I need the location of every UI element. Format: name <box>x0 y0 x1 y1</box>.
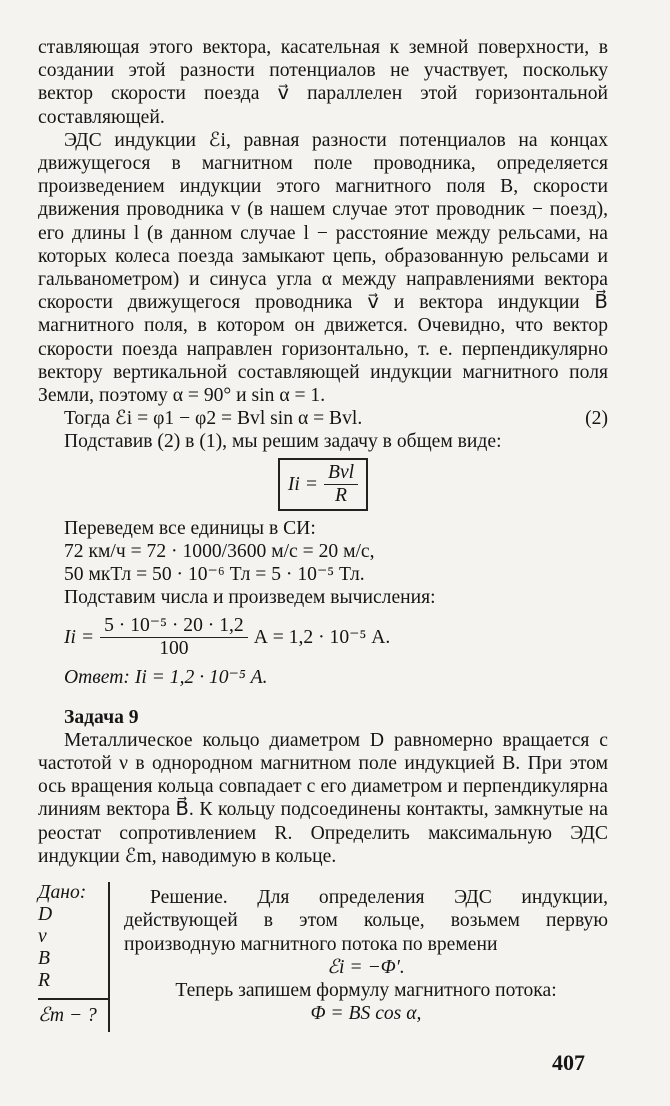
given-item: B <box>38 948 50 970</box>
solution-formula-2: Φ = BS cos α, <box>310 1003 422 1025</box>
calc-fraction <box>100 615 248 660</box>
substitute-line: Подставив (2) в (1), мы решим задачу в общем виде: <box>64 431 502 453</box>
solution-column <box>124 886 608 1025</box>
given-item: ν <box>38 926 47 948</box>
si-line: Подставим числа и произведем вычисления: <box>64 587 436 609</box>
given-column <box>38 882 110 1032</box>
si-conversion <box>38 517 608 610</box>
answer-line: Ответ: Ii = 1,2 · 10⁻⁵ А. <box>64 667 268 689</box>
task-heading: Задача 9 <box>64 706 139 728</box>
calculation <box>38 615 608 660</box>
boxed-formula-wrap <box>38 458 608 511</box>
boxed-formula <box>278 458 368 511</box>
paragraph-continuation: ставляющая этого вектора, касательная к земной поверхности, в создании этой разности потенциалов не участвует, поскольку вектор скорости поезда v⃗ параллелен этой горизонтальной составляющей. <box>38 37 608 128</box>
given-solution-block <box>38 882 608 1032</box>
calc-denominator: 100 <box>159 638 189 660</box>
boxed-denominator: R <box>335 484 348 506</box>
equation-2 <box>38 407 608 430</box>
equation-2-number: (2) <box>585 408 608 430</box>
solution-line-2: Теперь запишем формулу магнитного потока: <box>175 979 557 1001</box>
calc-rhs: А = 1,2 · 10⁻⁵ А. <box>253 627 391 649</box>
given-item: D <box>38 904 53 926</box>
given-title: Дано: <box>38 882 87 904</box>
page-number: 407 <box>552 1050 585 1075</box>
equation-2-text: Тогда ℰi = φ1 − φ2 = Bvl sin α = Bvl. <box>64 408 363 430</box>
calc-lhs: Ii = <box>64 627 95 649</box>
si-line: Переведем все единицы в СИ: <box>64 517 316 539</box>
si-line: 72 км/ч = 72 · 1000/3600 м/с = 20 м/с, <box>64 540 375 562</box>
solution-formula-1: ℰi = −Φ′. <box>327 956 405 978</box>
calc-numerator: 5 · 10⁻⁵ · 20 · 1,2 <box>100 615 248 638</box>
boxed-numerator: Bvl <box>324 462 358 485</box>
boxed-fraction <box>324 462 358 507</box>
paragraph-emf-explanation: ЭДС индукции ℰi, равная разности потенциалов на концах движущегося в магнитном поле проводника, определяется произведением индукции этого магнитного поля B, скорости движения проводника v (в нашем случае этот проводник − поезд), его длины l (в данном случае l − расстояние между рельсами, на которых колеса поезда замыкают цепь, образованную рельсами и гальванометром) и синуса угла α между направлениями вектора скорости движущегося проводника v⃗ и вектора индукции B⃗ магнитного поля, в котором он движется. Очевидно, что вектор скорости поезда направлен горизонтально, т. е. перпендикулярно вектору вертикальной составляющей индукции магнитного поля Земли, поэтому α = 90° и sin α = 1. <box>38 129 608 407</box>
page-text <box>38 36 608 1032</box>
solution-line-1: Решение. Для определения ЭДС индукции, действующей в этом кольце, возьмем первую производную магнитного потока по времени <box>124 887 608 955</box>
boxed-formula-lhs: Ii = <box>287 473 318 495</box>
given-item: R <box>38 970 50 992</box>
given-find: ℰm − ? <box>38 998 108 1027</box>
task-text: Металлическое кольцо диаметром D равномерно вращается с частотой ν в однородном магнитном поле индукцией B. При этом ось вращения кольца совпадает с его диаметром и перпендикулярна линиям вектора B⃗. К кольцу подсоединены контакты, замкнутые на реостат сопротивлением R. Определить максимальную ЭДС индукции ℰm, наводимую в кольце. <box>38 729 608 867</box>
si-line: 50 мкТл = 50 · 10⁻⁶ Тл = 5 · 10⁻⁵ Тл. <box>64 564 365 586</box>
